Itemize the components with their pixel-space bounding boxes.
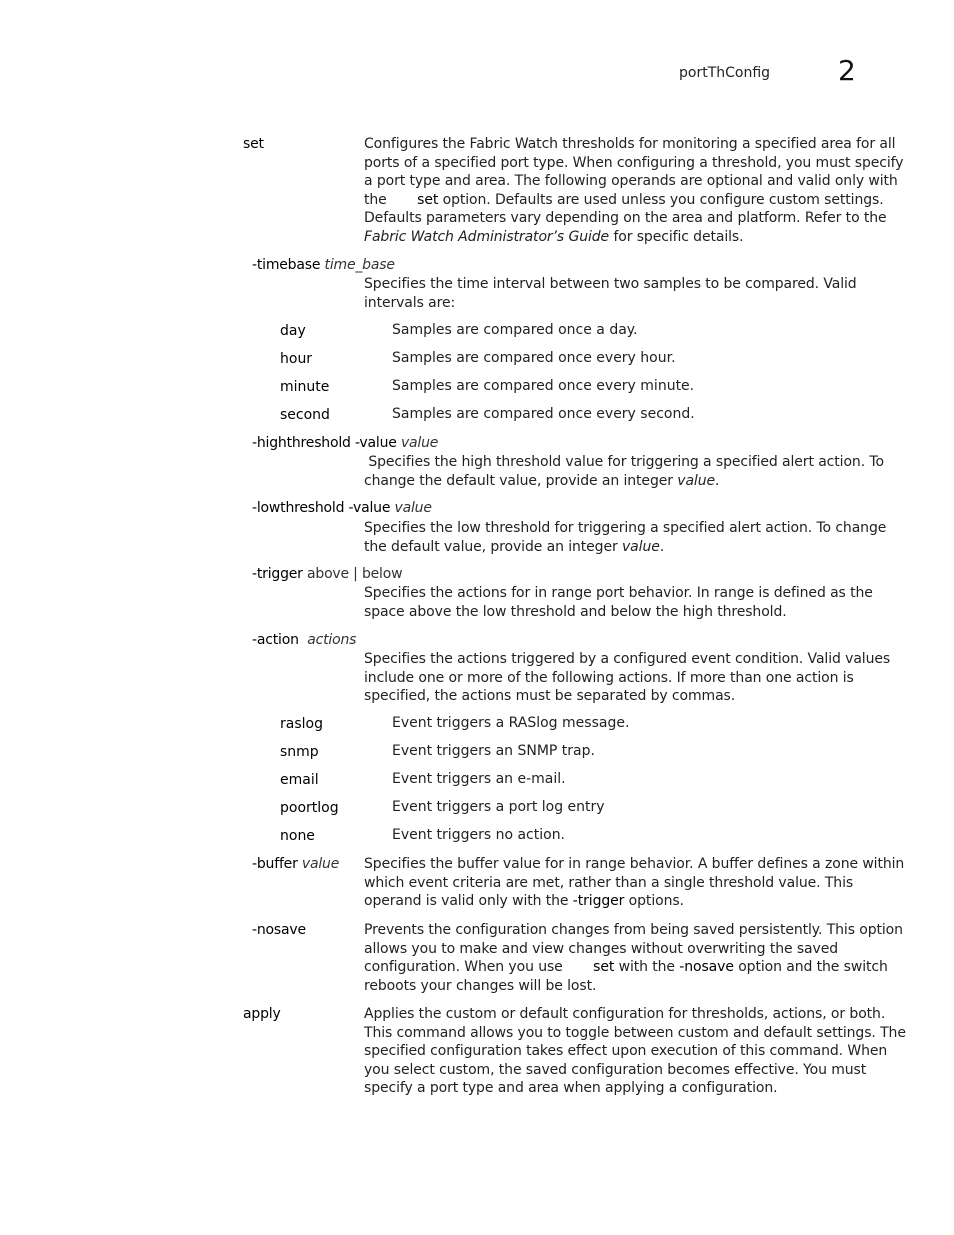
flag-trigger (252, 566, 402, 582)
guide-title: Fabric Watch Administrator’s Guide (364, 228, 610, 245)
buffer-desc-line: which event criteria are met, rather than a single threshold value. This (364, 874, 854, 891)
flag-name: -buffer (252, 856, 298, 872)
flag-name: -timebase (252, 257, 321, 273)
interval-desc: Samples are compared once a day. (392, 322, 638, 338)
running-header-title: portThConfig (679, 65, 771, 81)
desc-text: the default value, provide an integer (364, 538, 618, 555)
set-description (364, 135, 903, 247)
flag-nosave (252, 922, 306, 938)
lowthreshold-desc-line: Specifies the low threshold for triggering a specified alert action. To change (364, 520, 887, 536)
interval-desc: Samples are compared once every second. (392, 406, 695, 422)
desc-text: . (715, 472, 720, 489)
trigger-description (364, 584, 873, 621)
desc-text: operand is valid only with the (364, 893, 569, 910)
action-term: poortlog (280, 800, 339, 816)
action-term: email (280, 772, 319, 788)
term-apply: apply (243, 1006, 281, 1022)
interval-term: day (280, 323, 306, 339)
flag-name: -lowthreshold -value (252, 500, 391, 516)
buffer-description (364, 855, 904, 911)
flag-argument: value (400, 435, 439, 451)
highthreshold-desc-line (364, 472, 884, 491)
apply-desc-line: This command allows you to toggle between custom and default settings. The (364, 1024, 906, 1041)
interval-desc: Samples are compared once every hour. (392, 350, 676, 366)
action-desc-line: specified, the actions must be separated by commas. (364, 688, 736, 705)
flag-name: -nosave (252, 922, 306, 938)
timebase-description (364, 275, 857, 312)
flag-name: -action (252, 632, 299, 648)
action-desc: Event triggers no action. (392, 827, 566, 843)
flag-lowthreshold (252, 500, 432, 516)
interval-term: minute (280, 379, 330, 395)
action-desc-line: include one or more of the following actions. If more than one action is (364, 669, 854, 686)
action-term: snmp (280, 744, 319, 760)
flag-argument: value (394, 500, 432, 516)
apply-description (364, 1005, 906, 1098)
lowthreshold-description (364, 519, 886, 556)
nosave-desc-line: reboots your changes will be lost. (364, 977, 597, 994)
nosave-description (364, 921, 903, 995)
nosave-keyword: -nosave (679, 959, 734, 976)
interval-term: hour (280, 351, 313, 367)
set-desc-text: the (364, 191, 387, 208)
set-desc-text: option. Defaults are used unless you configure custom settings. (442, 191, 884, 208)
flag-timebase (252, 257, 395, 273)
apply-desc-line: Applies the custom or default configuration for thresholds, actions, or both. (364, 1006, 886, 1022)
desc-text: option and the switch (738, 959, 888, 976)
buffer-desc-line: Specifies the buffer value for in range behavior. A buffer defines a zone within (364, 856, 905, 872)
action-description (364, 650, 890, 706)
nosave-desc-line: allows you to make and view changes without overwriting the saved (364, 940, 838, 957)
set-desc-line (364, 191, 903, 210)
action-desc-line: Specifies the actions triggered by a configured event condition. Valid values (364, 651, 891, 667)
trigger-desc-line: Specifies the actions for in range port behavior. In range is defined as the (364, 585, 873, 601)
desc-italic: value (677, 472, 716, 489)
desc-text: options. (628, 893, 684, 910)
apply-desc-line: you select custom, the saved configuration becomes effective. You must (364, 1061, 867, 1078)
desc-text: change the default value, provide an integer (364, 472, 673, 489)
term-set: set (243, 136, 264, 152)
highthreshold-description (364, 453, 884, 490)
desc-text: with the (618, 959, 675, 976)
buffer-desc-line (364, 892, 904, 911)
flag-buffer (252, 856, 339, 872)
timebase-desc-line: Specifies the time interval between two samples to be compared. Valid (364, 276, 857, 292)
set-desc-text: for specific details. (613, 228, 744, 245)
flag-action (252, 632, 356, 648)
set-desc-line: Defaults parameters vary depending on the area and platform. Refer to the (364, 210, 887, 227)
highthreshold-desc-line: Specifies the high threshold value for triggering a specified alert action. To (364, 454, 884, 470)
action-desc: Event triggers an SNMP trap. (392, 743, 595, 759)
action-term: raslog (280, 716, 323, 732)
chapter-number: 2 (838, 54, 856, 87)
flag-argument: above | below (307, 566, 403, 582)
lowthreshold-desc-line (364, 538, 886, 557)
trigger-desc-line: space above the low threshold and below the high threshold. (364, 603, 787, 620)
flag-highthreshold (252, 435, 438, 451)
set-keyword: set (417, 191, 439, 208)
flag-argument: actions (307, 632, 357, 648)
timebase-desc-line: intervals are: (364, 294, 456, 311)
action-term: none (280, 828, 315, 844)
action-desc: Event triggers an e-mail. (392, 771, 566, 787)
set-desc-line: ports of a specified port type. When configuring a threshold, you must specify (364, 154, 904, 171)
action-desc: Event triggers a port log entry (392, 799, 605, 815)
action-desc: Event triggers a RASlog message. (392, 715, 630, 731)
desc-text: . (659, 538, 665, 555)
flag-name: -trigger (252, 566, 303, 582)
set-desc-line: a port type and area. The following operands are optional and valid only with (364, 173, 898, 190)
apply-desc-line: specified configuration takes effect upon execution of this command. When (364, 1043, 888, 1060)
flag-name: -highthreshold -value (252, 435, 397, 451)
desc-text: configuration. When you use (364, 959, 563, 976)
trigger-keyword: -trigger (572, 893, 625, 910)
interval-term: second (280, 407, 330, 423)
flag-argument: value (301, 856, 340, 872)
nosave-desc-line: Prevents the configuration changes from being saved persistently. This option (364, 922, 903, 938)
apply-desc-line: specify a port type and area when applying a configuration. (364, 1080, 778, 1097)
set-desc-line (364, 228, 903, 247)
interval-desc: Samples are compared once every minute. (392, 378, 695, 394)
desc-italic: value (622, 538, 660, 555)
flag-argument: time_base (324, 257, 395, 273)
set-desc-line: Configures the Fabric Watch thresholds for monitoring a specified area for all (364, 136, 896, 152)
nosave-desc-line (364, 958, 903, 977)
set-keyword: set (593, 959, 615, 976)
